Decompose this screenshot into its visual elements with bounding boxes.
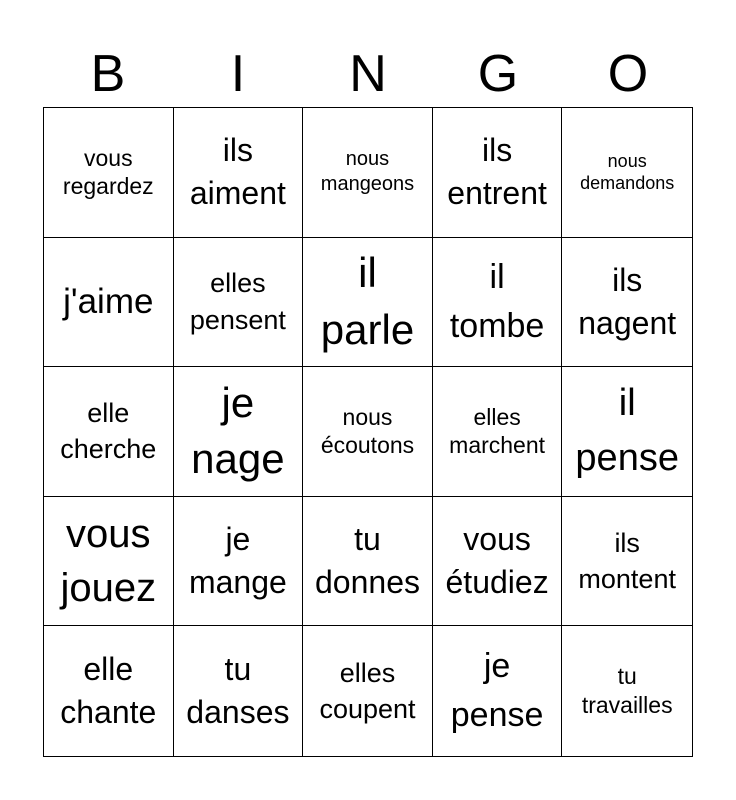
bingo-cell[interactable] xyxy=(44,367,174,497)
bingo-cell[interactable] xyxy=(303,238,433,368)
bingo-cell[interactable] xyxy=(562,367,692,497)
cell-text: tu danses xyxy=(186,651,290,731)
cell-text: je mange xyxy=(188,520,287,601)
bingo-cell[interactable] xyxy=(174,238,304,368)
cell-text: elle cherche xyxy=(60,398,157,465)
cell-text: elles coupent xyxy=(319,657,416,725)
cell-text: j'aime xyxy=(63,281,154,321)
bingo-cell[interactable] xyxy=(562,497,692,627)
cell-text: nous mangeons xyxy=(320,148,415,196)
header-letter-b: B xyxy=(90,45,126,103)
cell-text: je nage xyxy=(191,378,285,483)
bingo-cell[interactable] xyxy=(174,497,304,627)
cell-text: elles marchent xyxy=(449,403,546,459)
cell-text: tu travailles xyxy=(581,663,673,719)
bingo-cell[interactable] xyxy=(303,108,433,238)
bingo-cell[interactable] xyxy=(433,238,563,368)
bingo-cell[interactable] xyxy=(433,108,563,238)
bingo-cell[interactable] xyxy=(174,367,304,497)
bingo-cell[interactable] xyxy=(44,238,174,368)
bingo-cell[interactable] xyxy=(433,367,563,497)
bingo-cell[interactable] xyxy=(303,626,433,756)
cell-text: il parle xyxy=(320,249,415,353)
bingo-cell[interactable] xyxy=(303,497,433,627)
cell-text: vous jouez xyxy=(60,512,157,611)
cell-text: tu donnes xyxy=(315,520,420,601)
bingo-cell[interactable] xyxy=(44,497,174,627)
cell-text: ils nagent xyxy=(578,261,677,341)
cell-text: vous étudiez xyxy=(445,520,549,601)
cell-text: nous demandons xyxy=(580,150,675,194)
cell-text: elle chante xyxy=(60,651,157,731)
cell-text: je pense xyxy=(450,646,544,735)
cell-text: vous regardez xyxy=(62,144,154,200)
bingo-cell[interactable] xyxy=(433,497,563,627)
bingo-cell[interactable] xyxy=(562,238,692,368)
bingo-header xyxy=(43,44,693,104)
header-letter-g: G xyxy=(477,45,519,103)
header-letter-o: O xyxy=(607,45,649,103)
bingo-cell[interactable] xyxy=(562,108,692,238)
bingo-cell[interactable] xyxy=(562,626,692,756)
cell-text: ils entrent xyxy=(447,132,547,212)
header-letter-i: I xyxy=(230,45,246,103)
cell-text: il pense xyxy=(575,382,679,480)
cell-text: il tombe xyxy=(449,257,545,345)
bingo-cell[interactable] xyxy=(433,626,563,756)
bingo-cell[interactable] xyxy=(174,626,304,756)
bingo-cell[interactable] xyxy=(44,626,174,756)
bingo-cell[interactable] xyxy=(174,108,304,238)
cell-text: nous écoutons xyxy=(320,403,415,459)
header-letter-n: N xyxy=(349,45,387,103)
bingo-cell[interactable] xyxy=(303,367,433,497)
cell-text: ils aiment xyxy=(189,132,286,212)
bingo-cell[interactable] xyxy=(44,108,174,238)
cell-text: ils montent xyxy=(578,527,676,595)
cell-text: elles pensent xyxy=(189,268,286,335)
bingo-grid xyxy=(43,107,693,757)
